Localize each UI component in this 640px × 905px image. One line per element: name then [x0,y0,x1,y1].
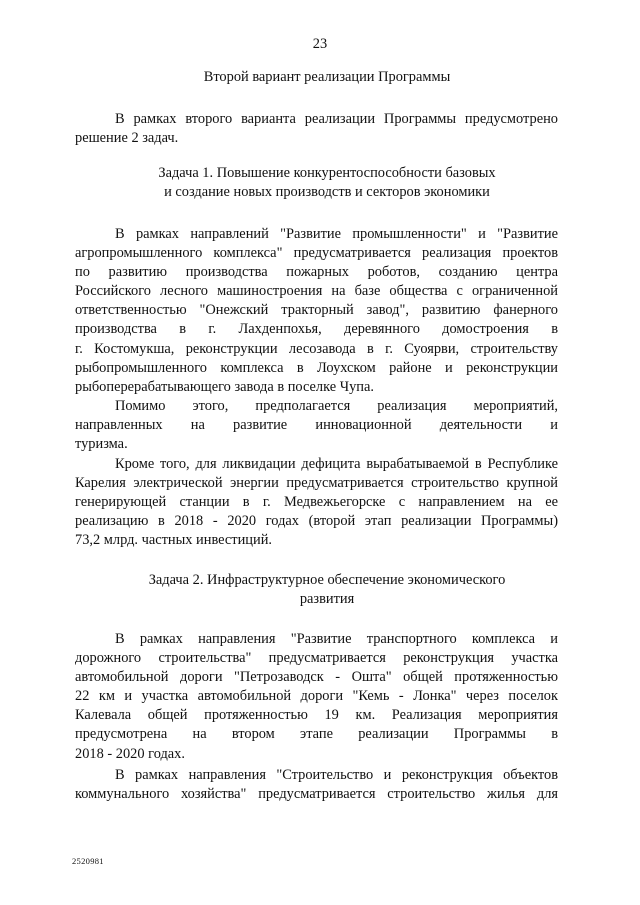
text-line: Помимо этого, предполагается реализация мероприятий, [115,398,558,414]
text-line: г. Костомукша, реконструкции лесозавода в г. Суоярви, строительству [75,340,558,357]
section-title-text: Второй вариант реализации Программы [203,69,451,85]
text-line: предусмотрена на втором этапе реализации Программы в [75,726,558,743]
task1-paragraph-1 [75,225,558,397]
document-barcode-number: 2520981 [72,856,104,866]
text-line: дорожного строительства" предусматривается реконструкция участка [75,650,558,667]
text-line: 73,2 млрд. частных инвестиций. [75,532,272,549]
task1-title [96,164,558,202]
text-line: коммунального хозяйства" предусматривается строительство жилья для [75,786,558,803]
text-line: туризма. [75,436,128,453]
text-line: В рамках направлений "Развитие промышленности" и "Развитие [115,226,558,242]
task2-title [96,571,558,609]
intro-paragraph [75,110,558,148]
task1-title-line: Задача 1. Повышение конкурентоспособности базовых [158,165,496,181]
text-line: В рамках направления "Развитие транспортного комплекса и [115,631,558,647]
text-line: 2018 - 2020 годах. [75,745,185,762]
section-title [96,68,558,87]
text-line: генерирующей станции в г. Медвежьегорске с направлением на ее [75,494,558,511]
task1-paragraph-2 [75,397,558,454]
task2-paragraph-1 [75,630,558,764]
page-number: 23 [312,36,328,52]
task2-title-line: развития [299,591,355,607]
text-line: Карелия электрической энергии предусматривается строительство крупной [75,475,558,492]
text-line: по развитию производства пожарных роботов, созданию центра [75,264,558,281]
text-line: агропромышленного комплекса" предусматривается реализация проектов [75,245,558,262]
task2-paragraph-2 [75,766,558,804]
text-line: 22 км и участка автомобильной дороги "Кемь - Лонка" через поселок [75,688,558,705]
task2-title-line: Задача 2. Инфраструктурное обеспечение экономического [148,572,506,588]
text-line: В рамках направления "Строительство и реконструкция объектов [115,767,558,783]
text-line: Российского лесного машиностроения на базе общества с ограниченной [75,283,558,300]
text-line: Калевала общей протяженностью 19 км. Реализация мероприятия [75,707,558,724]
text-line: В рамках второго варианта реализации Программы предусмотрено [115,111,558,127]
task1-paragraph-3 [75,455,558,550]
text-line: решение 2 задач. [75,130,179,147]
text-line: направленных на развитие инновационной деятельности и [75,417,558,434]
text-line: реализацию в 2018 - 2020 годах (второй этап реализации Программы) [75,513,558,530]
text-line: производства в г. Лахденпохья, деревянного домостроения в [75,321,558,338]
text-line: рыбопромышленного комплекса в Лоухском районе и реконструкции [75,359,558,376]
task1-title-line: и создание новых производств и секторов экономики [164,184,490,200]
text-line: ответственностью "Онежский тракторный завод", развитию фанерного [75,302,558,319]
text-line: Кроме того, для ликвидации дефицита вырабатываемой в Республике [115,456,558,472]
text-line: рыбоперерабатывающего завода в поселке Чупа. [75,378,374,395]
text-line: автомобильной дороги "Петрозаводск - Оштa" общей протяженностью [75,669,558,686]
